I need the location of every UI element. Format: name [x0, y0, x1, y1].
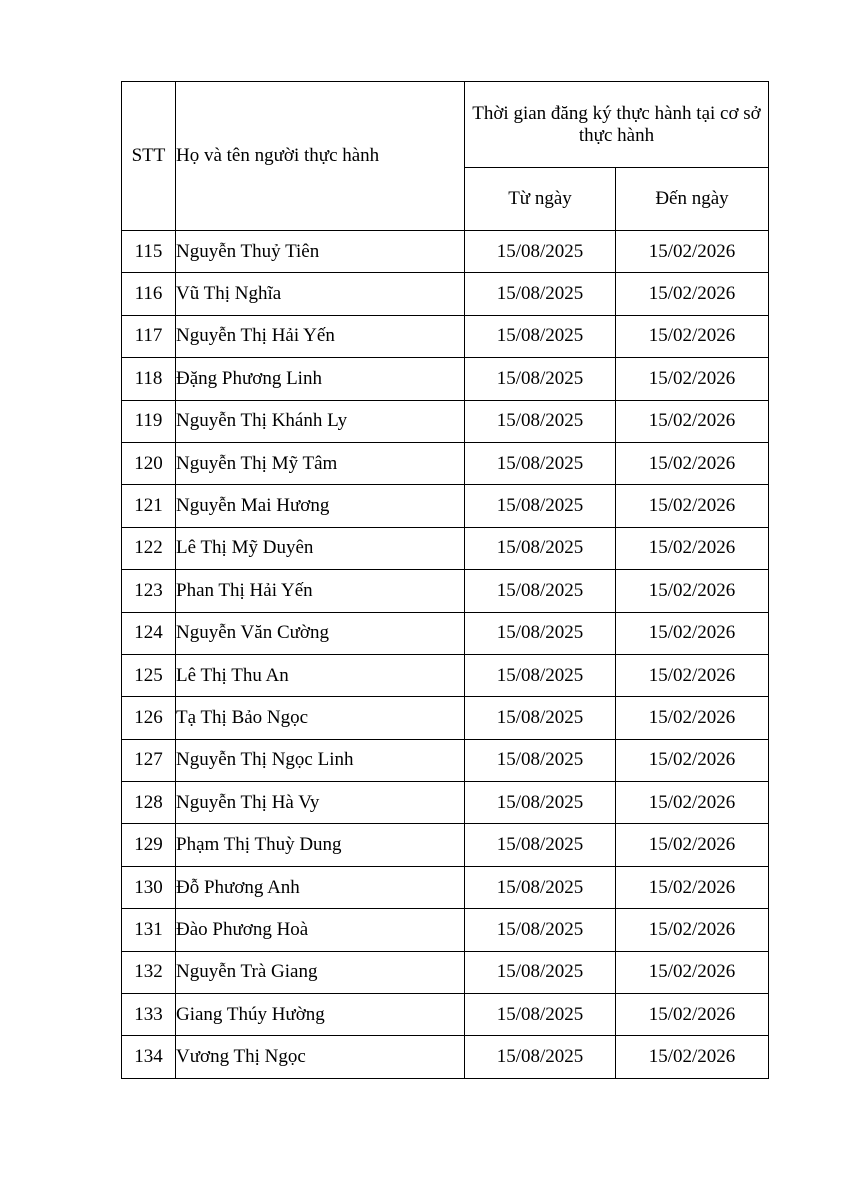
table-row: [122, 231, 769, 273]
cell-name: Nguyễn Thị Mỹ Tâm: [176, 442, 465, 484]
cell-to-date: 15/02/2026: [616, 824, 769, 866]
cell-name: Tạ Thị Bảo Ngọc: [176, 697, 465, 739]
cell-from-date: 15/08/2025: [465, 612, 616, 654]
practitioner-table: [121, 81, 769, 1079]
cell-from-date: 15/08/2025: [465, 951, 616, 993]
cell-name: Nguyễn Thị Hà Vy: [176, 782, 465, 824]
cell-from-date: 15/08/2025: [465, 909, 616, 951]
cell-name: Vương Thị Ngọc: [176, 1036, 465, 1078]
cell-stt: 120: [122, 442, 176, 484]
cell-name: Lê Thị Mỹ Duyên: [176, 527, 465, 569]
table-row: [122, 951, 769, 993]
cell-name: Nguyễn Thị Hải Yến: [176, 315, 465, 357]
table-row: [122, 739, 769, 781]
cell-from-date: 15/08/2025: [465, 1036, 616, 1078]
cell-to-date: 15/02/2026: [616, 994, 769, 1036]
table-row: [122, 994, 769, 1036]
cell-from-date: 15/08/2025: [465, 442, 616, 484]
cell-to-date: 15/02/2026: [616, 273, 769, 315]
cell-stt: 131: [122, 909, 176, 951]
cell-stt: 119: [122, 400, 176, 442]
cell-name: Đặng Phương Linh: [176, 358, 465, 400]
cell-stt: 115: [122, 231, 176, 273]
cell-to-date: 15/02/2026: [616, 654, 769, 696]
cell-to-date: 15/02/2026: [616, 697, 769, 739]
cell-name: Nguyễn Thị Ngọc Linh: [176, 739, 465, 781]
cell-name: Đỗ Phương Anh: [176, 866, 465, 908]
cell-name: Giang Thúy Hường: [176, 994, 465, 1036]
header-name: Họ và tên người thực hành: [176, 82, 465, 231]
cell-name: Phan Thị Hải Yến: [176, 570, 465, 612]
cell-to-date: 15/02/2026: [616, 909, 769, 951]
cell-from-date: 15/08/2025: [465, 866, 616, 908]
cell-from-date: 15/08/2025: [465, 527, 616, 569]
cell-name: Đào Phương Hoà: [176, 909, 465, 951]
table-row: [122, 909, 769, 951]
cell-stt: 134: [122, 1036, 176, 1078]
table-row: [122, 273, 769, 315]
cell-to-date: 15/02/2026: [616, 1036, 769, 1078]
cell-name: Nguyễn Thị Khánh Ly: [176, 400, 465, 442]
cell-from-date: 15/08/2025: [465, 231, 616, 273]
cell-from-date: 15/08/2025: [465, 782, 616, 824]
table-row: [122, 612, 769, 654]
table-row: [122, 570, 769, 612]
cell-to-date: 15/02/2026: [616, 231, 769, 273]
cell-stt: 121: [122, 485, 176, 527]
cell-name: Lê Thị Thu An: [176, 654, 465, 696]
cell-from-date: 15/08/2025: [465, 315, 616, 357]
cell-stt: 117: [122, 315, 176, 357]
cell-to-date: 15/02/2026: [616, 442, 769, 484]
header-from: Từ ngày: [465, 168, 616, 231]
cell-from-date: 15/08/2025: [465, 400, 616, 442]
header-to: Đến ngày: [616, 168, 769, 231]
table-row: [122, 782, 769, 824]
table-row: [122, 400, 769, 442]
cell-from-date: 15/08/2025: [465, 697, 616, 739]
cell-from-date: 15/08/2025: [465, 358, 616, 400]
cell-name: Nguyễn Văn Cường: [176, 612, 465, 654]
cell-to-date: 15/02/2026: [616, 485, 769, 527]
cell-stt: 129: [122, 824, 176, 866]
cell-stt: 125: [122, 654, 176, 696]
table-row: [122, 358, 769, 400]
cell-to-date: 15/02/2026: [616, 315, 769, 357]
cell-from-date: 15/08/2025: [465, 570, 616, 612]
header-period: Thời gian đăng ký thực hành tại cơ sở thực hành: [465, 82, 769, 168]
cell-to-date: 15/02/2026: [616, 866, 769, 908]
cell-to-date: 15/02/2026: [616, 527, 769, 569]
table-body: [122, 231, 769, 1079]
table-row: [122, 1036, 769, 1078]
table-row: [122, 527, 769, 569]
cell-stt: 118: [122, 358, 176, 400]
cell-stt: 124: [122, 612, 176, 654]
cell-stt: 133: [122, 994, 176, 1036]
cell-to-date: 15/02/2026: [616, 358, 769, 400]
table-row: [122, 866, 769, 908]
cell-from-date: 15/08/2025: [465, 654, 616, 696]
cell-from-date: 15/08/2025: [465, 485, 616, 527]
cell-from-date: 15/08/2025: [465, 273, 616, 315]
cell-name: Nguyễn Trà Giang: [176, 951, 465, 993]
cell-to-date: 15/02/2026: [616, 570, 769, 612]
cell-stt: 130: [122, 866, 176, 908]
table-row: [122, 824, 769, 866]
table-row: [122, 315, 769, 357]
cell-name: Nguyễn Thuỷ Tiên: [176, 231, 465, 273]
cell-from-date: 15/08/2025: [465, 994, 616, 1036]
cell-from-date: 15/08/2025: [465, 739, 616, 781]
cell-to-date: 15/02/2026: [616, 612, 769, 654]
cell-stt: 123: [122, 570, 176, 612]
table-header: [122, 82, 769, 231]
cell-stt: 132: [122, 951, 176, 993]
table-row: [122, 485, 769, 527]
table-row: [122, 697, 769, 739]
cell-name: Phạm Thị Thuỳ Dung: [176, 824, 465, 866]
cell-to-date: 15/02/2026: [616, 739, 769, 781]
cell-stt: 127: [122, 739, 176, 781]
header-stt: STT: [122, 82, 176, 231]
cell-stt: 116: [122, 273, 176, 315]
table-row: [122, 654, 769, 696]
cell-to-date: 15/02/2026: [616, 951, 769, 993]
cell-stt: 128: [122, 782, 176, 824]
cell-to-date: 15/02/2026: [616, 782, 769, 824]
cell-stt: 126: [122, 697, 176, 739]
table-row: [122, 442, 769, 484]
cell-from-date: 15/08/2025: [465, 824, 616, 866]
cell-stt: 122: [122, 527, 176, 569]
cell-name: Vũ Thị Nghĩa: [176, 273, 465, 315]
cell-name: Nguyễn Mai Hương: [176, 485, 465, 527]
cell-to-date: 15/02/2026: [616, 400, 769, 442]
